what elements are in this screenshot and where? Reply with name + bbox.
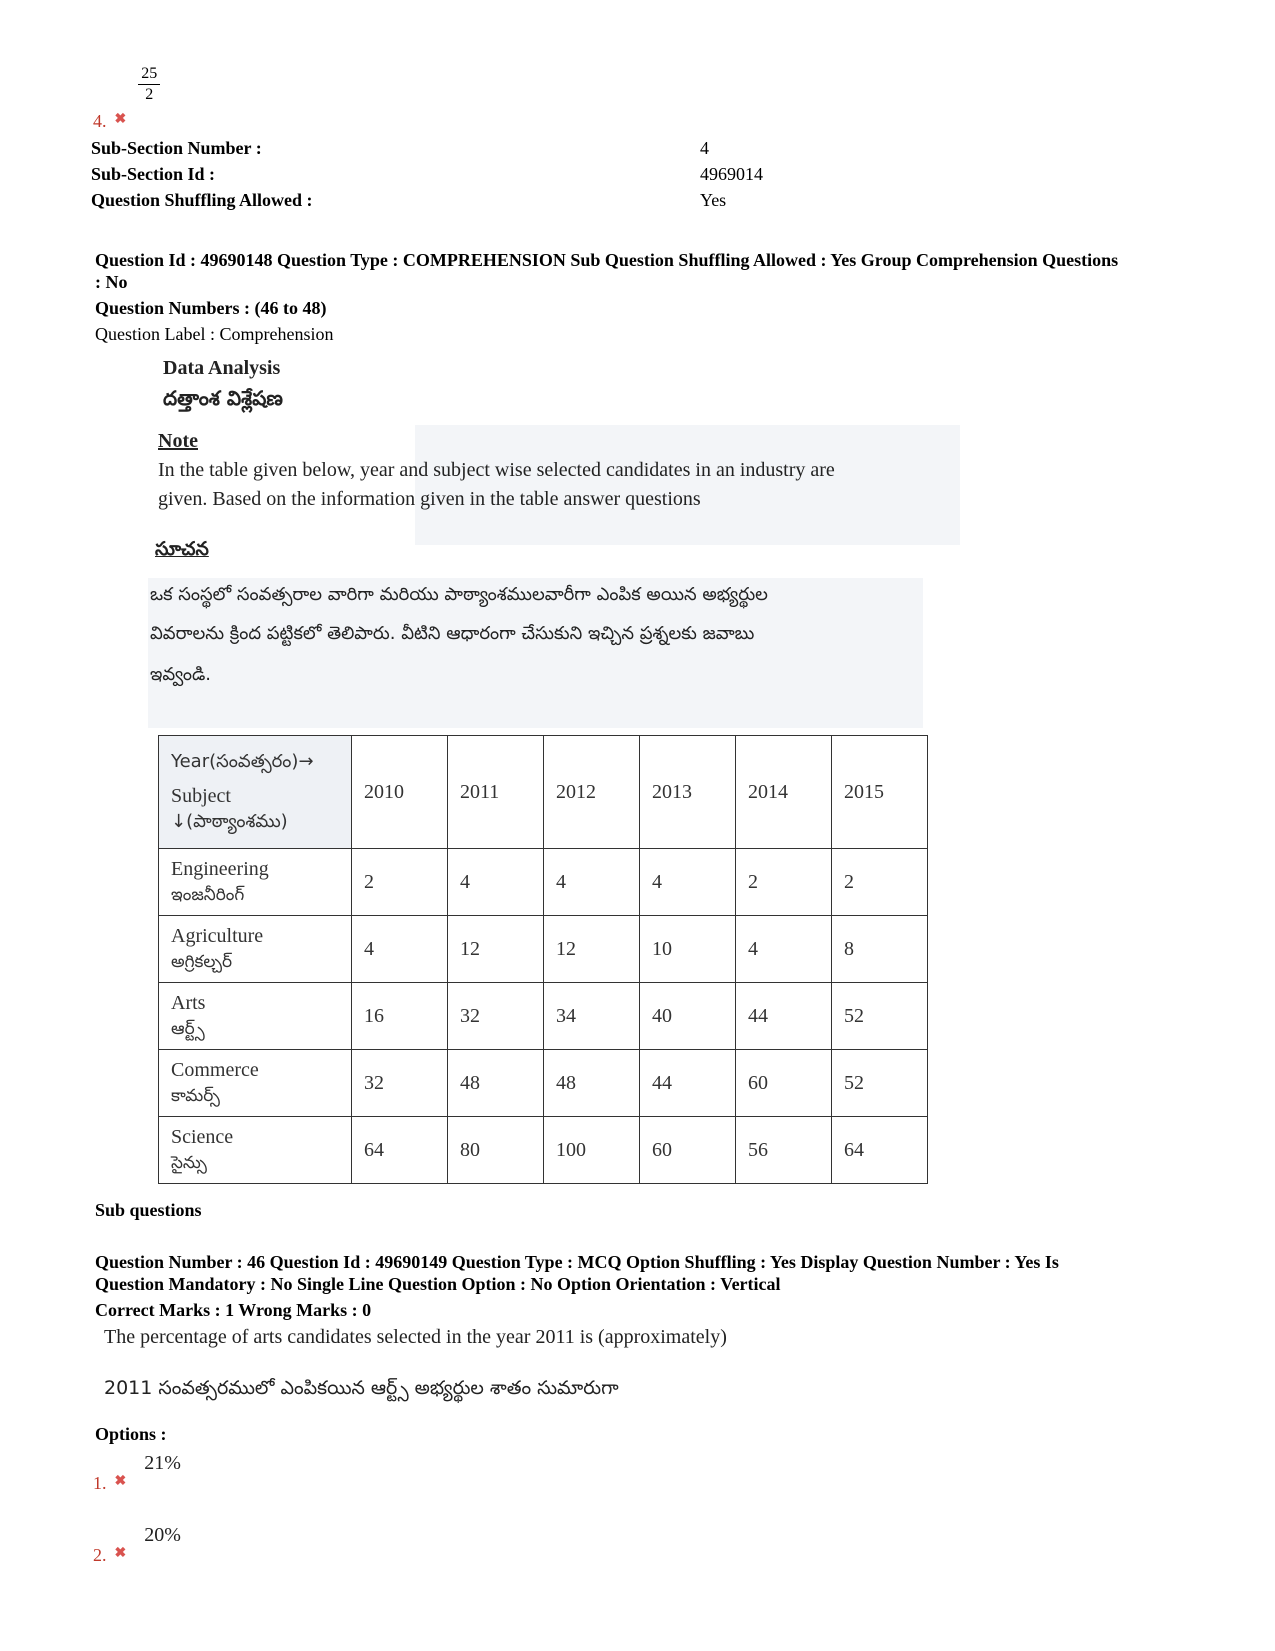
value-cell: 34 (544, 983, 640, 1050)
value-cell: 60 (640, 1117, 736, 1184)
year-header: 2013 (640, 736, 736, 849)
question-46-marks: Correct Marks : 1 Wrong Marks : 0 (95, 1300, 372, 1320)
year-header: 2014 (736, 736, 832, 849)
subject-cell (159, 1117, 352, 1184)
fraction-denominator: 2 (145, 86, 154, 103)
value-cell: 64 (832, 1117, 928, 1184)
subject-te: కామర్స్ (171, 1086, 220, 1106)
question-46-text-en: The percentage of arts candidates selected in the year 2011 is (approximately) (104, 1326, 727, 1348)
question-46-text-te: 2011 సంవత్సరములో ఎంపికయిన ఆర్ట్స్ అభ్యర్థుల శాతం సుమారుగా (104, 1377, 619, 1399)
value-cell: 44 (736, 983, 832, 1050)
question-46-meta-line1: Question Number : 46 Question Id : 49690149 Question Type : MCQ Option Shuffling : Yes Display Question Number : Yes Is (95, 1252, 1059, 1272)
note-line-1: In the table given below, year and subject wise selected candidates in an industry are (158, 459, 835, 481)
sub-questions-label: Sub questions (95, 1200, 202, 1220)
value-cell: 16 (352, 983, 448, 1050)
subject-te: అగ్రికల్చర్ (171, 952, 233, 972)
value-cell: 4 (448, 849, 544, 916)
value-cell: 48 (544, 1050, 640, 1117)
year-header: 2011 (448, 736, 544, 849)
wrong-mark-icon: ✖ (114, 112, 127, 127)
value-cell: 80 (448, 1117, 544, 1184)
value-cell: 4 (640, 849, 736, 916)
subsection-id-value: 4969014 (700, 164, 763, 184)
question-header-line2: : No (95, 272, 128, 292)
header-year-label: Year(సంవత్సరం)→ (171, 751, 314, 772)
telugu-note-line-2: వివరాలను క్రింద పట్టికలో తెలిపారు. వీటిని ఆధారంగా చేసుకుని ఇచ్చిన ప్రశ్నలకు జవాబు (150, 623, 755, 644)
header-subject-label: Subject (171, 785, 231, 807)
value-cell: 4 (544, 849, 640, 916)
value-cell: 100 (544, 1117, 640, 1184)
telugu-note-heading: సూచన (155, 538, 209, 560)
telugu-note-line-1: ఒక సంస్థలో సంవత్సరాల వారిగా మరియు పాఠ్యాంశములవారీగా ఎంపిక అయిన అభ్యర్థుల (150, 584, 768, 605)
previous-option-4 (93, 64, 160, 131)
subject-cell (159, 1050, 352, 1117)
subject-te: ఇంజనీరింగ్ (171, 885, 245, 905)
question-shuffling-label: Question Shuffling Allowed : (91, 190, 313, 210)
option-text: 21% (144, 1452, 181, 1474)
value-cell: 8 (832, 916, 928, 983)
subject-en: Arts (171, 992, 206, 1014)
subject-en: Engineering (171, 858, 269, 880)
table-row (159, 1050, 928, 1117)
value-cell: 4 (352, 916, 448, 983)
value-cell: 12 (544, 916, 640, 983)
question-46-meta-line2: Question Mandatory : No Single Line Question Option : No Option Orientation : Vertical (95, 1274, 781, 1294)
subject-te: సైన్సు (171, 1153, 207, 1173)
subject-en: Agriculture (171, 925, 264, 947)
note-line-2: given. Based on the information given in the table answer questions (158, 488, 701, 510)
header-subject-te-label: ↓(పాఠ్యాంశము) (171, 811, 288, 832)
subject-cell (159, 916, 352, 983)
comprehension-title-te: దత్తాంశ విశ్లేషణ (163, 386, 283, 410)
note-heading: Note (158, 430, 198, 452)
options-label: Options : (95, 1424, 167, 1444)
value-cell: 32 (448, 983, 544, 1050)
candidates-table (158, 735, 928, 1184)
subject-cell (159, 849, 352, 916)
option-number: 4. (93, 111, 107, 131)
option-2[interactable] (93, 1524, 181, 1565)
value-cell: 64 (352, 1117, 448, 1184)
value-cell: 60 (736, 1050, 832, 1117)
note-background (415, 425, 960, 545)
value-cell: 2 (736, 849, 832, 916)
value-cell: 48 (448, 1050, 544, 1117)
subject-te: ఆర్ట్స్ (171, 1019, 205, 1039)
option-number: 1. (93, 1473, 107, 1493)
question-numbers: Question Numbers : (46 to 48) (95, 298, 327, 318)
wrong-mark-icon: ✖ (114, 1546, 127, 1561)
fraction-numerator: 25 (138, 64, 160, 85)
subsection-number-label: Sub-Section Number : (91, 138, 262, 158)
subsection-id-label: Sub-Section Id : (91, 164, 216, 184)
subject-en: Science (171, 1126, 234, 1148)
option-number: 2. (93, 1545, 107, 1565)
value-cell: 40 (640, 983, 736, 1050)
fraction (138, 64, 160, 105)
telugu-note-line-3: ఇవ్వండి. (150, 664, 212, 685)
table-corner-header (159, 736, 352, 849)
question-shuffling-value: Yes (700, 190, 727, 210)
value-cell: 44 (640, 1050, 736, 1117)
value-cell: 10 (640, 916, 736, 983)
subject-en: Commerce (171, 1059, 259, 1081)
year-header: 2015 (832, 736, 928, 849)
comprehension-title-en: Data Analysis (163, 357, 281, 379)
table-row (159, 1117, 928, 1184)
question-label: Question Label : Comprehension (95, 324, 334, 344)
year-header: 2012 (544, 736, 640, 849)
value-cell: 52 (832, 983, 928, 1050)
table-row (159, 916, 928, 983)
table-row (159, 849, 928, 916)
subsection-number-value: 4 (700, 138, 709, 158)
table-header-row (159, 736, 928, 849)
value-cell: 52 (832, 1050, 928, 1117)
option-1[interactable] (93, 1452, 181, 1493)
table-row (159, 983, 928, 1050)
option-text: 20% (144, 1524, 181, 1546)
value-cell: 2 (832, 849, 928, 916)
value-cell: 2 (352, 849, 448, 916)
subject-cell (159, 983, 352, 1050)
value-cell: 56 (736, 1117, 832, 1184)
year-header: 2010 (352, 736, 448, 849)
value-cell: 32 (352, 1050, 448, 1117)
question-header-line1: Question Id : 49690148 Question Type : COMPREHENSION Sub Question Shuffling Allowed : Yes Group Comprehension Questions (95, 250, 1119, 270)
value-cell: 12 (448, 916, 544, 983)
value-cell: 4 (736, 916, 832, 983)
wrong-mark-icon: ✖ (114, 1474, 127, 1489)
